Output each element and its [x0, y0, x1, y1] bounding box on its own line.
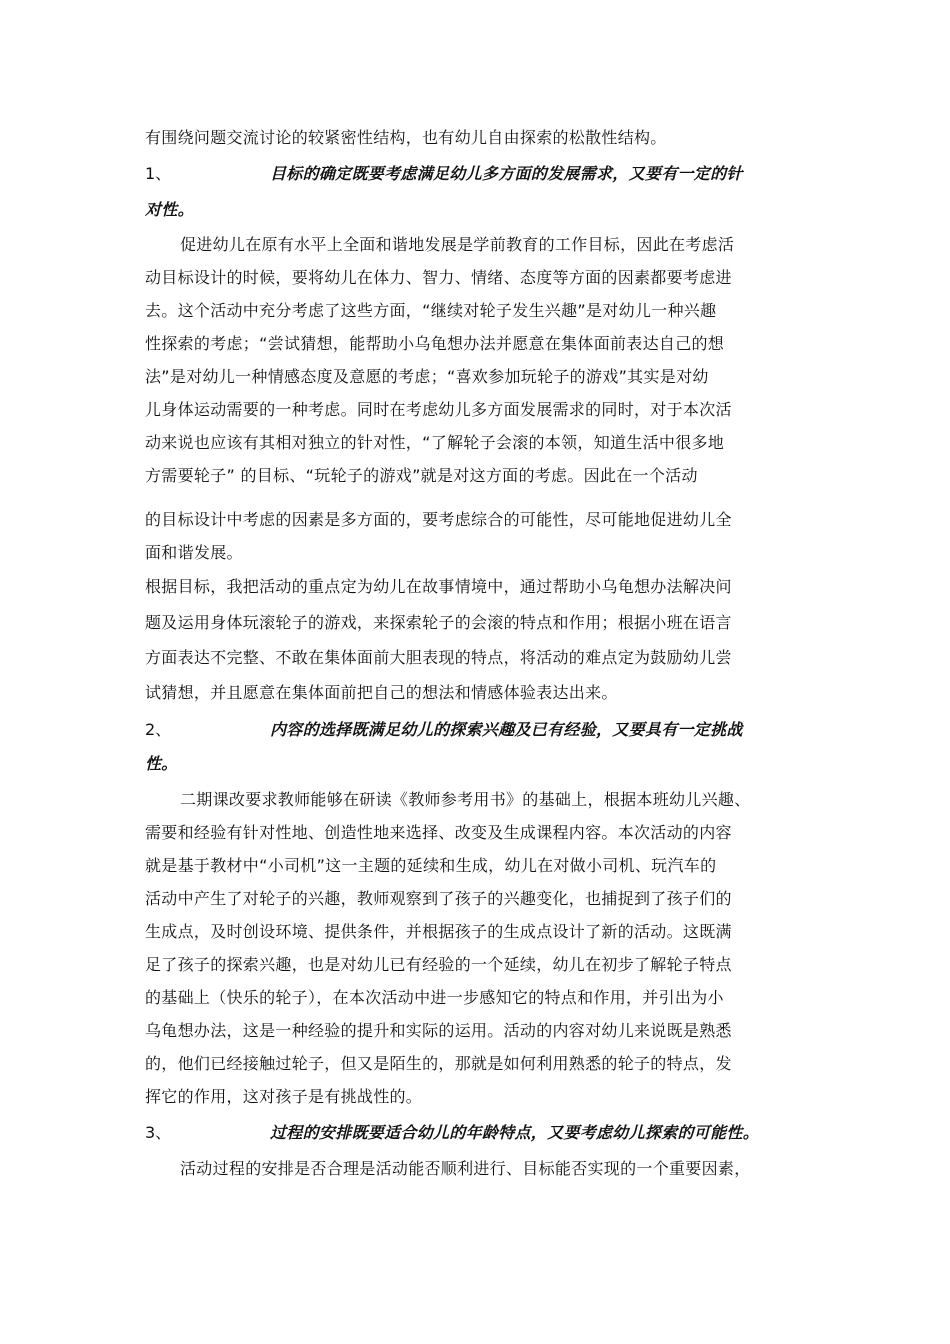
- paragraph-line: 试猜想，并且愿意在集体面前把自己的想法和情感体验表达出来。: [145, 683, 618, 702]
- section-heading: 内容的选择既满足幼儿的探索兴趣及已有经验，又要具有一定挑战: [270, 720, 743, 739]
- paragraph-line: 动来说也应该有其相对独立的针对性，“了解轮子会滚的本领，知道生活中很多地: [145, 433, 725, 452]
- paragraph-line: 根据目标，我把活动的重点定为幼儿在故事情境中，通过帮助小乌龟想办法解决问: [145, 577, 732, 596]
- paragraph-line: 的基础上（快乐的轮子），在本次活动中进一步感知它的特点和作用，并引出为小: [145, 988, 724, 1007]
- section-heading: 目标的确定既要考虑满足幼儿多方面的发展需求，又要有一定的针: [270, 164, 743, 183]
- paragraph-line: 生成点，及时创设环境、提供条件，并根据孩子的生成点设计了新的活动。这既满: [145, 922, 732, 941]
- paragraph-line: 有围绕问题交流讨论的较紧密性结构，也有幼儿自由探索的松散性结构。: [145, 128, 667, 147]
- paragraph-line: 去。这个活动中充分考虑了这些方面，“继续对轮子发生兴趣”是对幼儿一种兴趣: [145, 301, 717, 320]
- paragraph-line: 题及运用身体玩滚轮子的游戏，来探索轮子的会滚的特点和作用；根据小班在语言: [145, 613, 732, 632]
- paragraph-line: 足了孩子的探索兴趣，也是对幼儿已有经验的一个延续，幼儿在初步了解轮子特点: [145, 955, 732, 974]
- paragraph-line: 需要和经验有针对性地、创造性地来选择、改变及生成课程内容。本次活动的内容: [145, 823, 732, 842]
- section-heading-cont: 性。: [145, 754, 178, 773]
- paragraph-line: 挥它的作用，这对孩子是有挑战性的。: [145, 1087, 423, 1106]
- paragraph-line: 活动过程的安排是否合理是活动能否顺利进行、目标能否实现的一个重要因素，: [180, 1159, 751, 1178]
- paragraph-line: 促进幼儿在原有水平上全面和谐地发展是学前教育的工作目标，因此在考虑活: [180, 235, 735, 254]
- paragraph-line: 法”是对幼儿一种情感态度及意愿的考虑；“喜欢参加玩轮子的游戏”其实是对幼: [145, 367, 709, 386]
- paragraph-line: 就是基于教材中“小司机”这一主题的延续和生成，幼儿在对做小司机、玩汽车的: [145, 856, 717, 875]
- paragraph-line: 活动中产生了对轮子的兴趣，教师观察到了孩子的兴趣变化，也捕捉到了孩子们的: [145, 889, 732, 908]
- heading-number: 2、: [145, 720, 172, 739]
- paragraph-line: 方面表达不完整、不敢在集体面前大胆表现的特点，将活动的难点定为鼓励幼儿尝: [145, 648, 732, 667]
- section-heading: 过程的安排既要适合幼儿的年龄特点，又要考虑幼儿探索的可能性。: [270, 1123, 760, 1142]
- paragraph-line: 面和谐发展。: [145, 543, 243, 562]
- paragraph-line: 动目标设计的时候，要将幼儿在体力、智力、情绪、态度等方面的因素都要考虑进: [145, 268, 732, 287]
- paragraph-line: 方需要轮子” 的目标、“玩轮子的游戏”就是对这方面的考虑。因此在一个活动: [145, 466, 698, 485]
- section-heading-cont: 对性。: [145, 200, 194, 219]
- heading-number: 3、: [145, 1123, 172, 1142]
- paragraph-line: 的目标设计中考虑的因素是多方面的，要考虑综合的可能性，尽可能地促进幼儿全: [145, 510, 732, 529]
- paragraph-line: 乌龟想办法，这是一种经验的提升和实际的运用。活动的内容对幼儿来说既是熟悉: [145, 1021, 732, 1040]
- paragraph-line: 的，他们已经接触过轮子，但又是陌生的，那就是如何利用熟悉的轮子的特点，发: [145, 1054, 732, 1073]
- heading-number: 1、: [145, 164, 172, 183]
- paragraph-line: 性探索的考虑；“尝试猜想，能帮助小乌龟想办法并愿意在集体面前表达自己的想: [145, 334, 725, 353]
- paragraph-line: 二期课改要求教师能够在研读《教师参考用书》的基础上，根据本班幼儿兴趣、: [180, 790, 751, 809]
- paragraph-line: 儿身体运动需要的一种考虑。同时在考虑幼儿多方面发展需求的同时，对于本次活: [145, 400, 732, 419]
